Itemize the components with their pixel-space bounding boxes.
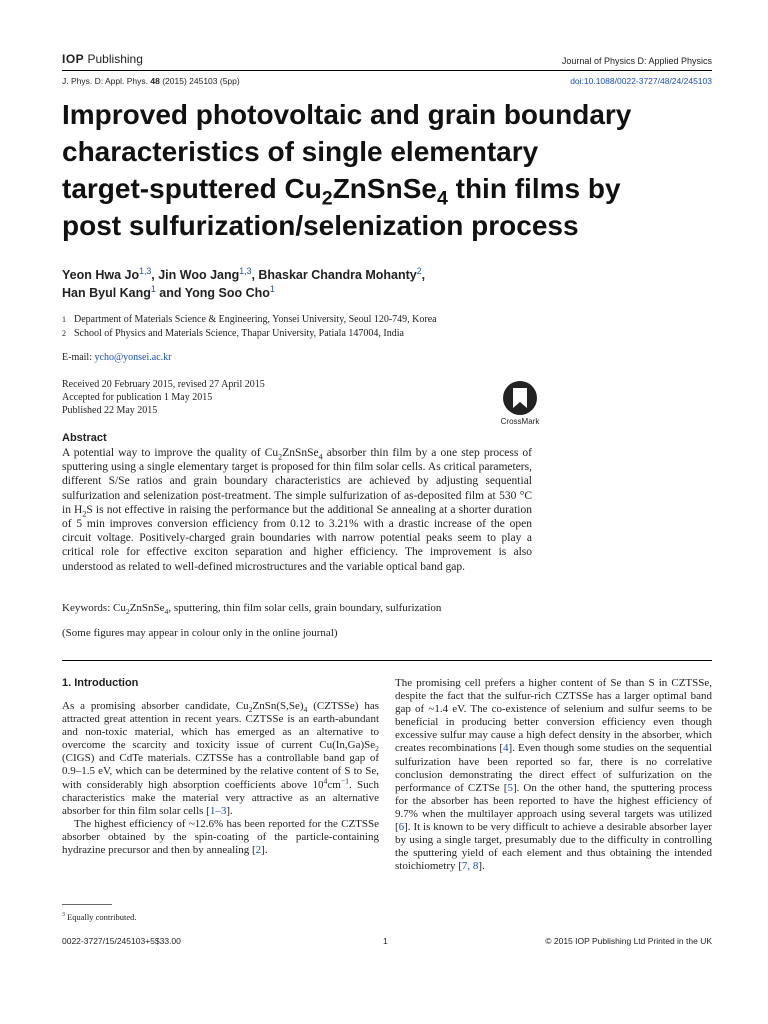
affiliations — [62, 313, 712, 341]
author-list — [62, 266, 712, 302]
author-name: Yeon Hwa Jo — [62, 268, 140, 282]
abstract-part: absorber thin film by a one step process of sputtering using a single elementary target is proposed for thin film solar cells. As critical parameters, different S/Se ratios and grain boundary characteristics are achieved by adjusting sequential sulfurization and selenization post-treatment. The simple sulfurization of as-deposited film at 530 °C in H — [62, 447, 533, 516]
author-name: Han Byul Kang — [62, 286, 151, 300]
subscript: 2 — [278, 452, 283, 462]
abstract-text — [62, 446, 532, 574]
title-subscript: 4 — [436, 187, 448, 210]
crossmark-badge[interactable] — [500, 381, 540, 426]
author-name: Jin Woo Jang — [158, 268, 240, 282]
author-name: Bhaskar Chandra Mohanty — [258, 268, 417, 282]
citation-journal: J. Phys. D: Appl. Phys. — [62, 76, 148, 86]
keywords-part: ZnSnSe — [129, 602, 165, 614]
text-run: (CIGS) and CdTe materials. CZTSSe has a controllable band gap of 0.9–1.5 eV, which can be determined by the relative content of S to Se, with considerably high absorption coefficients above 10 — [62, 752, 379, 791]
publisher-logo-text: Publishing — [84, 52, 143, 66]
page-number: 1 — [383, 936, 388, 946]
title-line-3-part: thin films by — [447, 173, 621, 204]
section-rule — [62, 660, 712, 661]
title-line-3-part: ZnSnSe — [332, 173, 437, 204]
author-affil-sup[interactable]: 1 — [150, 283, 156, 294]
citation — [62, 76, 240, 86]
section-title: Introduction — [74, 677, 139, 689]
abstract-part: S is not effective in raising the performance but the additional Se annealing at a shorter duration of 5 min improves conversion efficiency from 0.12 to 3.21% with a drastic increase of the open circuit voltage. Positively-charged grain boundaries with narrow potential peaks seem to play a critical role for effective exciton separation and higher efficiency. The improvement is also understood as related to well-defined microstructures and the variable optical band gap. — [62, 503, 533, 573]
colour-note: (Some figures may appear in colour only in the online journal) — [62, 627, 338, 639]
text-run: (CZTSSe) has attracted great attention in recent years. CZTSSe is an earth-abundant and non-toxic material, which has emerged as an alternative to overcome the scarcity and toxicity issue of current Cu(In,Ga)Se — [62, 700, 379, 752]
author-sep: , — [421, 268, 426, 282]
subscript: 2 — [248, 705, 253, 715]
author-affil-sup[interactable]: 1,3 — [139, 265, 152, 276]
text-run: ]. Even though some studies on the sequential sulfurization have been reported so far, there is no correlative conclusion demonstrating the direct effect of sulfurization on the performance of CZTSe [ — [395, 742, 712, 794]
publisher-logo-bold: IOP — [62, 52, 85, 66]
citation-link[interactable]: 7, 8 — [461, 860, 479, 873]
text-run: cm — [327, 778, 341, 791]
title-line-4: post sulfurization/selenization process — [62, 210, 579, 241]
body-column-right — [395, 677, 712, 873]
publication-dates — [62, 378, 265, 417]
crossmark-label: CrossMark — [500, 417, 540, 426]
author-sep: , — [251, 268, 259, 282]
email-label: E-mail: — [62, 352, 95, 363]
citation-details: (2015) 245103 (5pp) — [162, 76, 240, 86]
author-affil-sup[interactable]: 2 — [416, 265, 422, 276]
citation-link[interactable]: 1–3 — [209, 804, 227, 817]
author-affil-sup[interactable]: 1 — [269, 283, 275, 294]
abstract-part: ZnSnSe — [282, 447, 319, 459]
title-line-2: characteristics of single elementary — [62, 136, 539, 167]
keywords — [62, 602, 712, 617]
citation-link[interactable]: 5 — [507, 781, 513, 794]
title-subscript: 2 — [321, 187, 333, 210]
author-sep: , — [151, 268, 159, 282]
publisher-logo — [62, 52, 143, 66]
author-sep: and — [155, 286, 185, 300]
text-run: The promising cell prefers a higher content of Se than S in CZTSSe, despite the fact that the sulfur-rich CZTSSe has a larger optimal band gap of ~1.4 eV. The co-existence of selenium and sulfur seems to be beneficial in producing better conversion efficiency even though excessive sulfur may cause a high defect density in the absorber, which creates recombinations [ — [395, 677, 712, 755]
citation-link[interactable]: 4 — [503, 742, 509, 755]
email-link[interactable]: ycho@yonsei.ac.kr — [94, 352, 172, 363]
text-run: . Such characteristics make the material very attractive as an alternative absorber for thin film solar cells [ — [62, 778, 379, 817]
paper-title — [62, 96, 722, 244]
paragraph — [395, 677, 712, 873]
footnote-text: Equally contributed. — [64, 912, 137, 922]
subscript: 2 — [125, 607, 130, 617]
text-run: ]. — [478, 860, 485, 873]
title-line-1: Improved photovoltaic and grain boundary — [62, 99, 632, 130]
text-run: ]. — [226, 804, 233, 817]
doi-link[interactable]: doi:10.1088/0022-3727/48/24/245103 — [570, 76, 712, 86]
paragraph — [62, 700, 379, 818]
body-column-left — [62, 700, 379, 857]
keywords-part: , sputtering, thin film solar cells, grain boundary, sulfurization — [168, 602, 442, 614]
subscript: 2 — [375, 744, 379, 754]
journal-name: Journal of Physics D: Applied Physics — [561, 56, 712, 66]
title-line-3-part: target-sputtered Cu — [62, 173, 322, 204]
abstract-part: A potential way to improve the quality of Cu — [62, 447, 279, 459]
date-published: Published 22 May 2015 — [62, 405, 158, 416]
subscript: 4 — [318, 452, 323, 462]
keywords-part: Keywords: Cu — [62, 602, 126, 614]
author-affil-sup[interactable]: 1,3 — [239, 265, 252, 276]
footer-copyright: © 2015 IOP Publishing Ltd Printed in the UK — [545, 936, 712, 946]
text-run: As a promising absorber candidate, Cu — [62, 700, 249, 712]
abstract-heading: Abstract — [62, 432, 107, 444]
citation-link[interactable]: 6 — [398, 821, 405, 834]
text-run: The highest efficiency of ~12.6% has been reported for the CZTSSe absorber obtained by the spin-coating of the particle-containing hydrazine precursor and then by annealing [ — [62, 817, 379, 857]
date-received: Received 20 February 2015, revised 27 April 2015 — [62, 379, 265, 390]
subscript: 4 — [303, 705, 308, 715]
affiliation-number: 2 — [62, 329, 66, 338]
text-run: ]. — [261, 844, 268, 857]
superscript: 4 — [323, 775, 328, 785]
citation-link[interactable]: 2 — [255, 844, 262, 857]
footnote-rule — [62, 904, 112, 905]
affiliation-text: Department of Materials Science & Engineering, Yonsei University, Seoul 120-749, Korea — [74, 314, 437, 325]
affiliation-row — [62, 313, 712, 327]
affiliation-text: School of Physics and Materials Science, Thapar University, Patiala 147004, India — [74, 328, 404, 339]
footer-issn: 0022-3727/15/245103+5$33.00 — [62, 936, 181, 946]
footnote-number: 3 — [62, 912, 65, 919]
author-name: Yong Soo Cho — [184, 286, 270, 300]
title-line-3 — [62, 170, 722, 210]
affiliation-number: 1 — [62, 315, 66, 324]
section-number: 1. — [62, 677, 72, 689]
text-run: ]. On the other hand, the sputtering process for the absorber has been reported to have the highest efficiency of 9.7% when the multilayer approach using several targets was utilized [ — [395, 781, 712, 834]
text-run: ZnSn(S,Se) — [252, 700, 304, 712]
subscript: 4 — [164, 607, 169, 617]
affiliation-row — [62, 327, 712, 341]
paragraph — [62, 818, 379, 857]
footnote — [62, 912, 137, 922]
citation-volume: 48 — [150, 76, 160, 86]
email-line — [62, 352, 171, 363]
text-run: ]. It is known to be very difficult to achieve a desirable absorber layer by using a single target, presumably due to the difficulty in controlling the sputtering yield of each element and thus obtaining the intended stoichiometry [ — [395, 821, 712, 873]
crossmark-icon — [503, 381, 537, 415]
subscript: 2 — [82, 509, 87, 519]
section-heading — [62, 677, 138, 689]
header-rule — [62, 70, 712, 71]
superscript: −1 — [340, 775, 350, 785]
date-accepted: Accepted for publication 1 May 2015 — [62, 392, 213, 403]
